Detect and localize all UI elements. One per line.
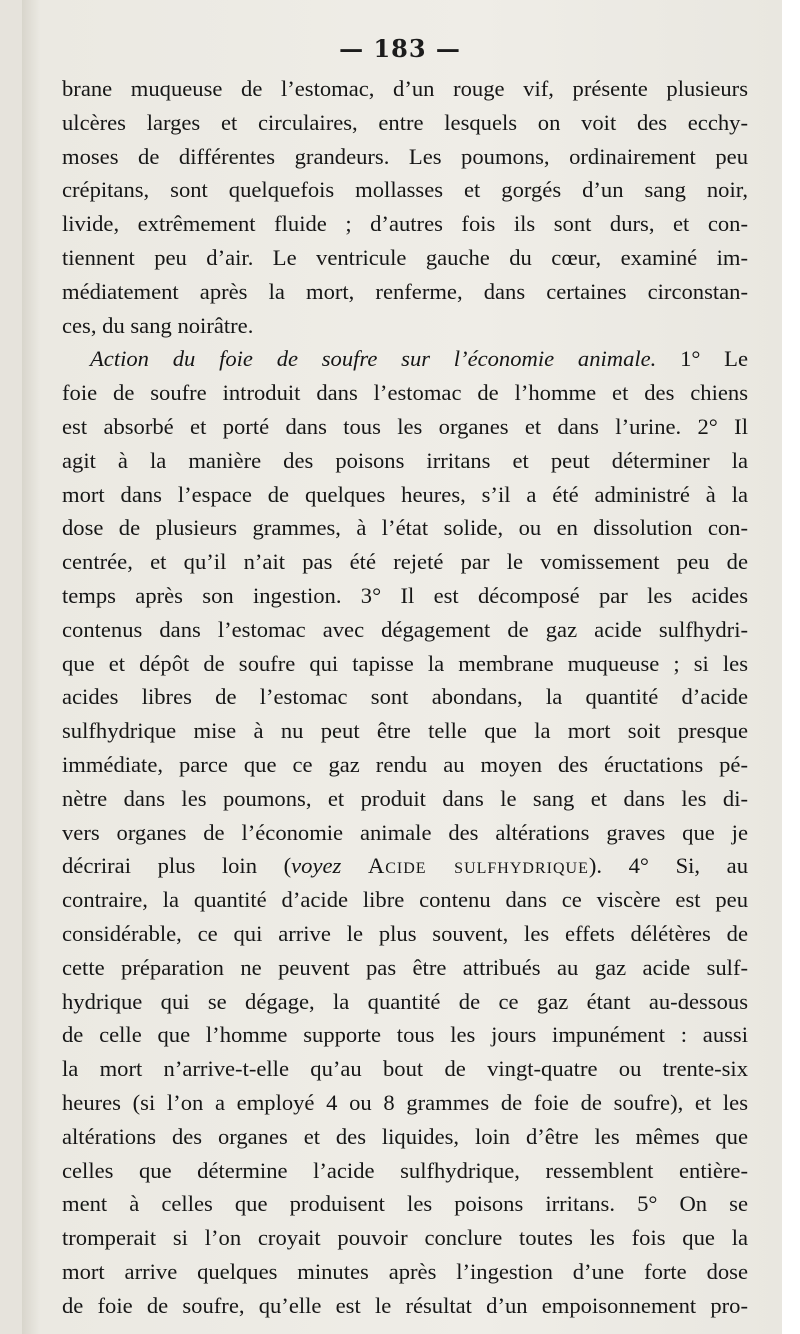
text-line: moses de différentes grandeurs. Les poumons, ordinairement peu: [62, 143, 748, 169]
text-line: celles que détermine l’acide sulfhydrique, ressemblent entière-: [62, 1157, 748, 1183]
text-line: contenus dans l’estomac avec dégagement de gaz acide sulfhydri-: [62, 616, 748, 642]
section-heading-line: [62, 342, 748, 376]
text-line: crépitans, sont quelquefois mollasses et gorgés d’un sang noir,: [62, 177, 748, 203]
text-line: que et dépôt de soufre qui tapisse la membrane muqueuse ; si les: [62, 650, 748, 676]
text-line: cette préparation ne peuvent pas être attribués au gaz acide sulf-: [62, 954, 748, 980]
reference-voyez: voyez: [291, 853, 342, 879]
text-line: hydrique qui se dégage, la quantité de ce gaz étant au-dessous: [62, 988, 748, 1014]
text-line: vers organes de l’économie animale des altérations graves que je: [62, 819, 748, 845]
text-line: ces, du sang noirâtre.: [62, 312, 254, 338]
text-line: agit à la manière des poisons irritans et peut déterminer la: [62, 447, 748, 473]
text-line: heures (si l’on a employé 4 ou 8 grammes de foie de soufre), et les: [62, 1089, 748, 1115]
page-number: — 183 —: [339, 34, 461, 63]
reference-after: ). 4° Si, au: [588, 853, 748, 879]
text-line: immédiate, parce que ce gaz rendu au moyen des éructations pé-: [62, 751, 748, 777]
body-text: [62, 72, 748, 1322]
text-line: dose de plusieurs grammes, à l’état solide, ou en dissolution con-: [62, 515, 748, 541]
text-line: de celle que l’homme supporte tous les jours impunément : aussi: [62, 1022, 748, 1048]
text-line: la mort n’arrive-t-elle qu’au bout de vingt-quatre ou trente-six: [62, 1056, 748, 1082]
text-line: acides libres de l’estomac sont abondans, la quantité d’acide: [62, 684, 748, 710]
text-line: nètre dans les poumons, et produit dans le sang et dans les di-: [62, 785, 748, 811]
text-line: mort dans l’espace de quelques heures, s’il a été administré à la: [62, 481, 748, 507]
text-line: ulcères larges et circulaires, entre lesquels on voit des ecchy-: [62, 109, 748, 135]
section-heading: Action du foie de soufre sur l’économie animale.: [90, 346, 657, 372]
text-line: mort arrive quelques minutes après l’ingestion d’une forte dose: [62, 1258, 748, 1284]
page-edge: [782, 0, 800, 1334]
text-line: est absorbé et porté dans tous les organes et dans l’urine. 2° Il: [62, 413, 748, 439]
text-line: ment à celles que produisent les poisons irritans. 5° On se: [62, 1191, 748, 1217]
text-line: sulfhydrique mise à nu peut être telle que la mort soit presque: [62, 718, 748, 744]
text-line: altérations des organes et des liquides, loin d’être les mêmes que: [62, 1123, 748, 1149]
reference-before: décrirai plus loin (: [62, 853, 292, 879]
text-line: brane muqueuse de l’estomac, d’un rouge vif, présente plusieurs: [62, 76, 748, 101]
reference-term: Acide sulfhydrique: [367, 853, 589, 879]
text-line: tromperait si l’on croyait pouvoir conclure toutes les fois que la: [62, 1225, 748, 1251]
text-line: temps après son ingestion. 3° Il est décomposé par les acides: [62, 582, 748, 608]
section-heading-rest: 1° Le: [656, 346, 748, 372]
text-line: médiatement après la mort, renferme, dans certaines circonstan-: [62, 278, 748, 304]
text-line: livide, extrêmement fluide ; d’autres fois ils sont durs, et con-: [62, 211, 748, 237]
reference-line: [62, 849, 748, 883]
text-line: contraire, la quantité d’acide libre contenu dans ce viscère est peu: [62, 887, 748, 913]
text-line: de foie de soufre, qu’elle est le résultat d’un empoisonnement pro-: [62, 1292, 748, 1318]
text-line: considérable, ce qui arrive le plus souvent, les effets délétères de: [62, 920, 748, 946]
text-line: foie de soufre introduit dans l’estomac de l’homme et des chiens: [62, 380, 748, 406]
text-line: tiennent peu d’air. Le ventricule gauche du cœur, examiné im-: [62, 244, 748, 270]
text-line: centrée, et qu’il n’ait pas été rejeté par le vomissement peu de: [62, 549, 748, 575]
